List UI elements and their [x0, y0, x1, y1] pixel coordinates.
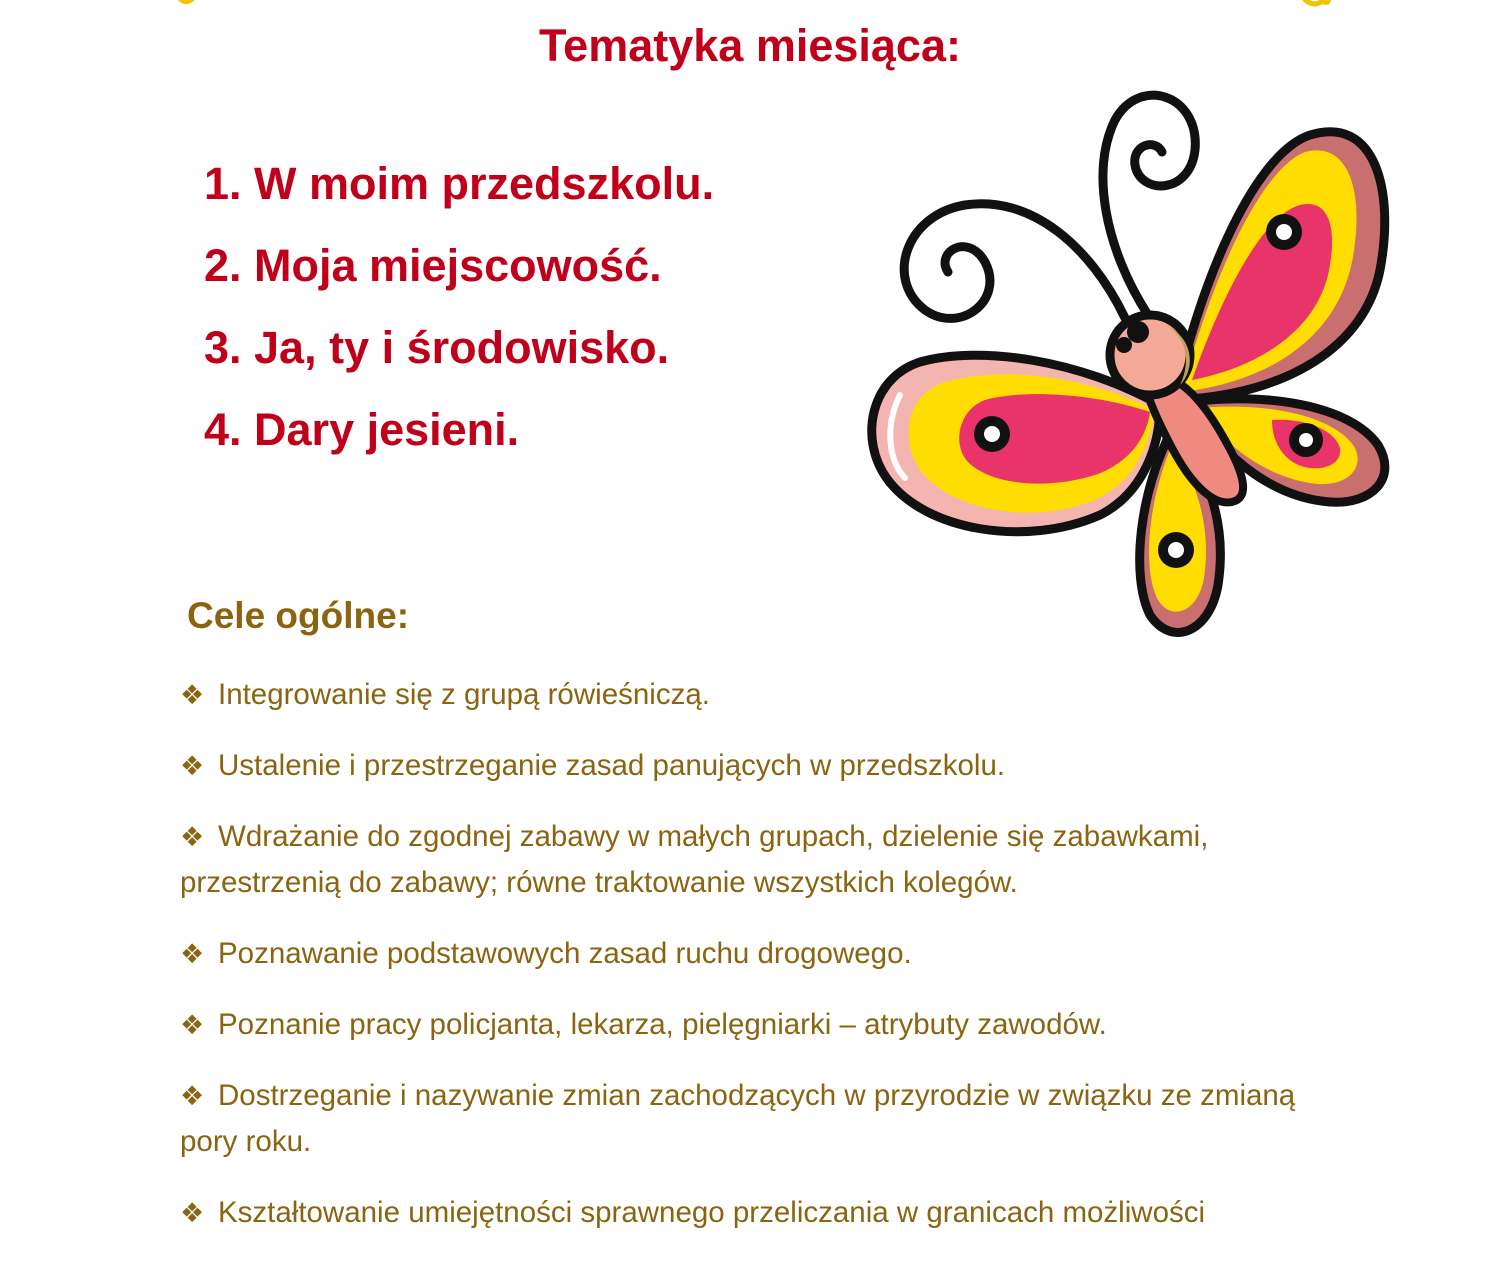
goal-text: Poznanie pracy policjanta, lekarza, pielęgniarki – atrybuty zawodów. [218, 1008, 1107, 1041]
corner-ornament-icon [172, 0, 210, 14]
goals-heading: Cele ogólne: [187, 595, 410, 636]
diamond-bullet-icon: ❖ [180, 939, 205, 969]
antenna-left-icon [904, 204, 1125, 319]
butterfly-head-icon [1110, 315, 1190, 395]
goal-text: Dostrzeganie i nazywanie zmian zachodzących w przyrodzie w związku ze zmianą pory roku. [180, 1079, 1296, 1158]
goal-text: Poznawanie podstawowych zasad ruchu drogowego. [218, 937, 912, 970]
diamond-bullet-icon: ❖ [180, 751, 205, 781]
goal-item [180, 672, 1320, 718]
corner-ornament-icon [1296, 0, 1334, 14]
diamond-bullet-icon: ❖ [180, 822, 205, 852]
page-title: Tematyka miesiąca: [539, 20, 961, 71]
goals-list [180, 672, 1320, 1261]
goal-text: Wdrażanie do zgodnej zabawy w małych grupach, dzielenie się zabawkami, przestrzenią do zabawy; równe traktowanie wszystkich kolegów. [180, 820, 1209, 899]
topic-item: 3. Ja, ty i środowisko. [204, 322, 670, 373]
goal-text: Integrowanie się z grupą rówieśniczą. [218, 678, 710, 711]
diamond-bullet-icon: ❖ [180, 1198, 205, 1228]
topics-list [204, 150, 714, 478]
goal-item [180, 1190, 1320, 1236]
topic-item: 2. Moja miejscowość. [204, 240, 662, 291]
antenna-right-icon [1103, 95, 1195, 318]
goal-text: Kształtowanie umiejętności sprawnego przeliczania w granicach możliwości [218, 1196, 1206, 1229]
goal-item [180, 931, 1320, 977]
diamond-bullet-icon: ❖ [180, 680, 205, 710]
goal-item [180, 814, 1320, 906]
upper-right-wing-icon [1175, 132, 1385, 400]
butterfly-icon [860, 88, 1392, 644]
goal-item [180, 743, 1320, 789]
diamond-bullet-icon: ❖ [180, 1081, 205, 1111]
diamond-bullet-icon: ❖ [180, 1010, 205, 1040]
goal-item [180, 1073, 1320, 1165]
topic-item: 1. W moim przedszkolu. [204, 158, 715, 209]
topic-item: 4. Dary jesieni. [204, 404, 520, 455]
goal-item [180, 1002, 1320, 1048]
goal-text: Ustalenie i przestrzeganie zasad panujących w przedszkolu. [218, 749, 1006, 782]
